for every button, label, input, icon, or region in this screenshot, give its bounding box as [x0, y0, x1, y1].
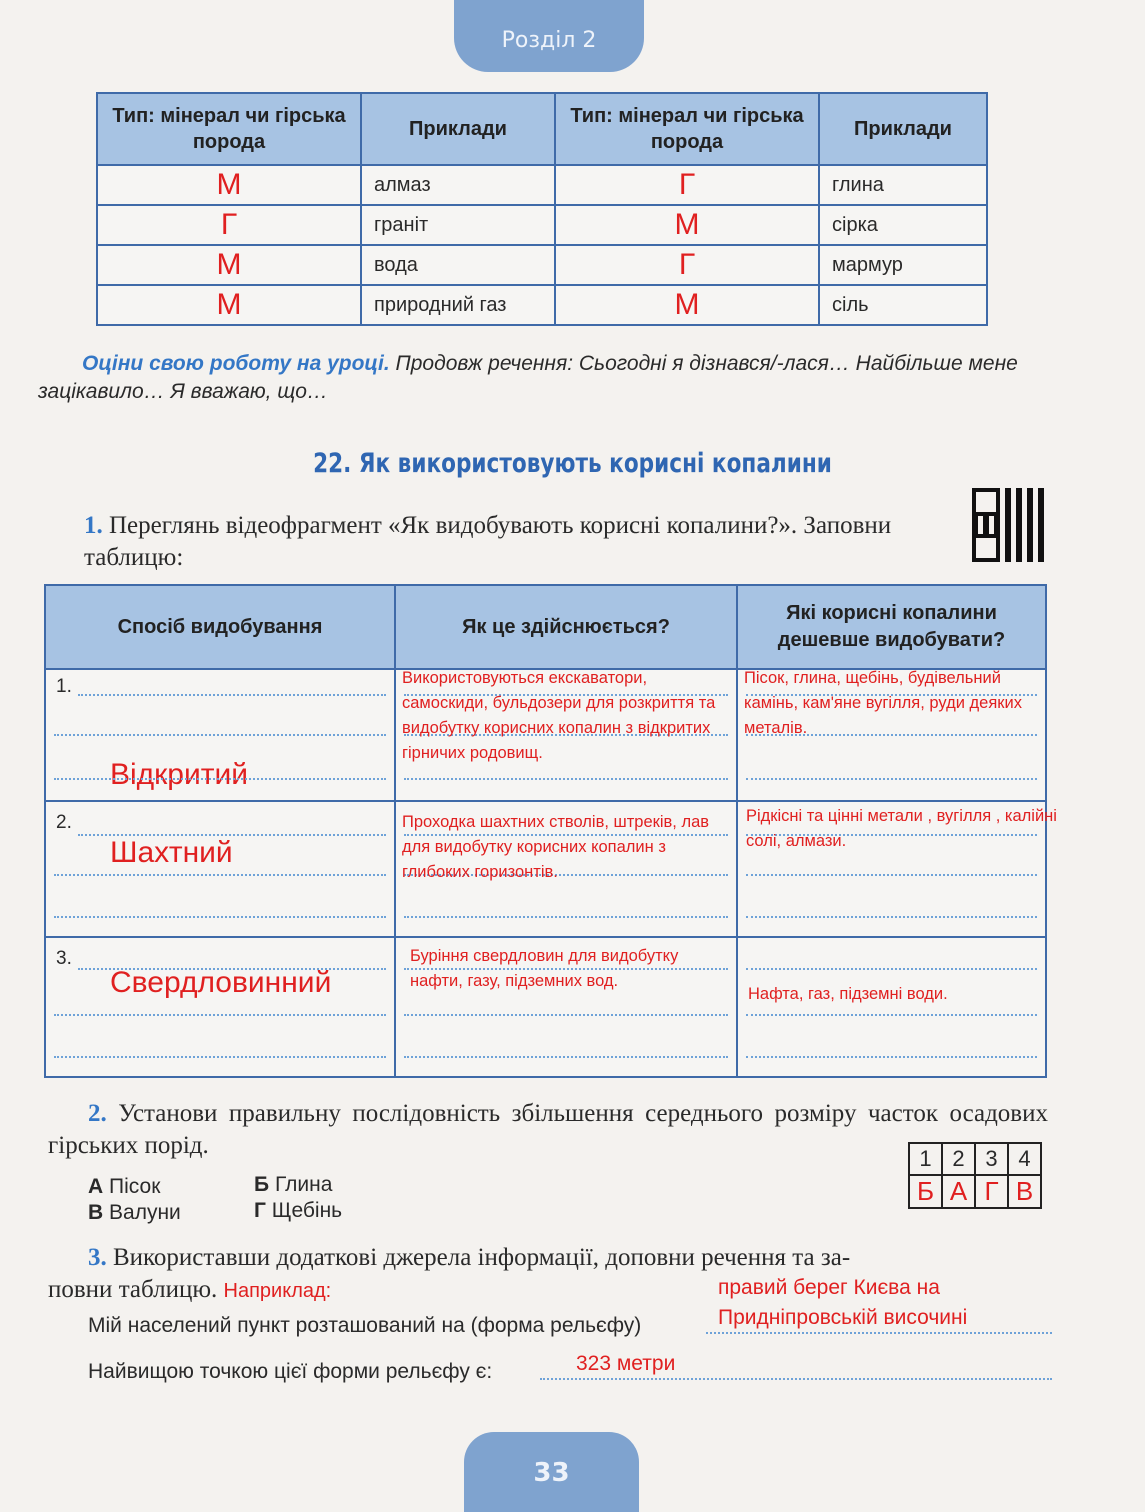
lesson-title: 22. Як використовують корисні копалини [313, 448, 832, 479]
qr-code-icon[interactable] [972, 488, 1046, 562]
method-answer: Шахтний [110, 836, 233, 869]
type-answer: М [555, 205, 819, 245]
grid-number: 3 [975, 1143, 1008, 1175]
answer-line [746, 1056, 1037, 1058]
table-row [45, 669, 1046, 801]
grid-answer[interactable]: Г [975, 1175, 1008, 1208]
page-number-tab [464, 1432, 639, 1512]
type-answer: Г [555, 165, 819, 205]
column-header: Спосіб видобування [45, 585, 395, 669]
task-text: Переглянь відеофрагмент «Як видобувають корисні копалини?». Заповни таблицю: [84, 512, 892, 571]
answer-line [540, 1378, 1052, 1380]
method-cell [45, 937, 395, 1077]
what-answer: Пісок, глина, щебінь, будівельний камінь, кам'яне вугілля, руди деяких металів. [744, 669, 1022, 737]
example-label: Наприклад: [223, 1280, 332, 1302]
option-letter: А [88, 1175, 104, 1198]
table-header-row [97, 93, 987, 165]
type-answer: М [97, 245, 361, 285]
grid-answer[interactable]: В [1008, 1175, 1041, 1208]
table-row [97, 245, 987, 285]
table-row [97, 165, 987, 205]
answer-line [54, 1056, 386, 1058]
answer-line [404, 1056, 728, 1058]
self-assessment [38, 350, 1048, 406]
option-a [88, 1174, 160, 1200]
grid-numbers-row [909, 1143, 1041, 1175]
type-answer: Г [97, 205, 361, 245]
answer-line [746, 874, 1037, 876]
minerals-rocks-table [96, 92, 988, 326]
answer-line [746, 1014, 1037, 1016]
column-header: Тип: мінерал чи гірська порода [555, 93, 819, 165]
table-row [97, 205, 987, 245]
row-number: 1. [56, 676, 72, 697]
option-label: Глина [274, 1173, 333, 1196]
answer-line [54, 734, 386, 736]
answer-line [54, 916, 386, 918]
example-cell: мармур [819, 245, 987, 285]
task-3-line [48, 1242, 1052, 1274]
task-number: 2. [88, 1100, 107, 1127]
relief-answer-line-2[interactable]: Придніпровській височині [718, 1306, 968, 1329]
task-text: Використавши додаткові джерела інформації, доповни речення та за- [106, 1244, 851, 1271]
what-cell [737, 669, 1046, 801]
option-label: Щебінь [271, 1199, 343, 1222]
answer-line [404, 916, 728, 918]
how-cell [395, 669, 737, 801]
how-answer: Використовуються екскаватори, самоскиди, бульдозери для розкриття та видобутку корисних копалин з відкритих гірничих родовищ. [402, 669, 716, 762]
page-number: 33 [533, 1458, 570, 1488]
task-text: Установи правильну послідовність збільшення середнього розміру часток осадових гірських порід. [48, 1100, 1048, 1159]
table-header-row [45, 585, 1046, 669]
answer-line [54, 778, 386, 780]
column-header: Які корисні копалини дешевше видобувати? [737, 585, 1046, 669]
assessment-lead: Оціни свою роботу на уроці. [82, 352, 390, 375]
relief-answer-line-1: правий берег Києва на [718, 1276, 940, 1299]
option-d [254, 1198, 342, 1224]
column-header: Тип: мінерал чи гірська порода [97, 93, 361, 165]
answer-line [706, 1332, 1052, 1334]
how-answer: Проходка шахтних стволів, штреків, лав для видобутку корисних копалин з глибоких горизонтів. [402, 813, 710, 881]
how-cell [395, 801, 737, 937]
how-answer: Буріння свердловин для видобутку нафти, газу, підземних вод. [410, 947, 679, 990]
how-cell [395, 937, 737, 1077]
answer-line [746, 778, 1037, 780]
relief-question: Мій населений пункт розташований на (форма рельєфу) [88, 1314, 642, 1337]
what-answer: Рідкісні та цінні метали , вугілля , калійні солі, алмази. [746, 807, 1057, 850]
assessment-text: Продовж речення: Сьогодні я дізнався/-лася… Найбільше мене зацікавило… Я вважаю, що… [38, 352, 1018, 403]
row-number: 2. [56, 812, 72, 833]
grid-answer[interactable]: Б [909, 1175, 942, 1208]
answer-line [746, 968, 1037, 970]
highest-point-question: Найвищою точкою цієї форми рельєфу є: [88, 1360, 493, 1383]
method-answer: Свердловинний [110, 966, 332, 999]
section-tab [454, 0, 644, 72]
what-answer: Нафта, газ, підземні води. [748, 985, 948, 1003]
grid-number: 2 [942, 1143, 975, 1175]
answer-line [78, 694, 386, 696]
table-row [45, 801, 1046, 937]
task-1-prompt [84, 510, 964, 574]
task-text: повни таблицю. [48, 1276, 218, 1303]
type-answer: Г [555, 245, 819, 285]
column-header: Як це здійснюється? [395, 585, 737, 669]
grid-answer[interactable]: А [942, 1175, 975, 1208]
option-label: Пісок [109, 1175, 161, 1198]
answer-line [404, 778, 728, 780]
option-b [254, 1172, 332, 1198]
method-answer: Відкритий [110, 758, 249, 791]
method-cell [45, 801, 395, 937]
option-letter: Г [254, 1199, 266, 1222]
example-cell: граніт [361, 205, 555, 245]
row-number: 3. [56, 948, 72, 969]
column-header: Приклади [819, 93, 987, 165]
grid-answers-row [909, 1175, 1041, 1208]
answer-line [54, 874, 386, 876]
answer-line [404, 1014, 728, 1016]
task-number: 3. [88, 1244, 107, 1271]
option-c [88, 1200, 181, 1226]
option-letter: Б [254, 1173, 270, 1196]
option-label: Валуни [109, 1201, 181, 1224]
answer-line [746, 916, 1037, 918]
example-cell: сіль [819, 285, 987, 325]
method-cell [45, 669, 395, 801]
type-answer: М [97, 285, 361, 325]
answer-line [54, 1014, 386, 1016]
table-row [45, 937, 1046, 1077]
what-cell [737, 937, 1046, 1077]
highest-point-answer[interactable]: 323 метри [576, 1352, 676, 1375]
section-label: Розділ 2 [501, 27, 597, 53]
type-answer: М [555, 285, 819, 325]
type-answer: М [97, 165, 361, 205]
example-cell: глина [819, 165, 987, 205]
what-cell [737, 801, 1057, 937]
column-header: Приклади [361, 93, 555, 165]
grid-number: 4 [1008, 1143, 1041, 1175]
task-number: 1. [84, 512, 103, 539]
mining-methods-table [44, 584, 1057, 1078]
example-cell: сірка [819, 205, 987, 245]
example-cell: алмаз [361, 165, 555, 205]
table-row [97, 285, 987, 325]
answer-grid [908, 1142, 1042, 1209]
example-cell: природний газ [361, 285, 555, 325]
task-2-prompt [48, 1098, 1048, 1162]
grid-number: 1 [909, 1143, 942, 1175]
example-cell: вода [361, 245, 555, 285]
option-letter: В [88, 1201, 104, 1224]
